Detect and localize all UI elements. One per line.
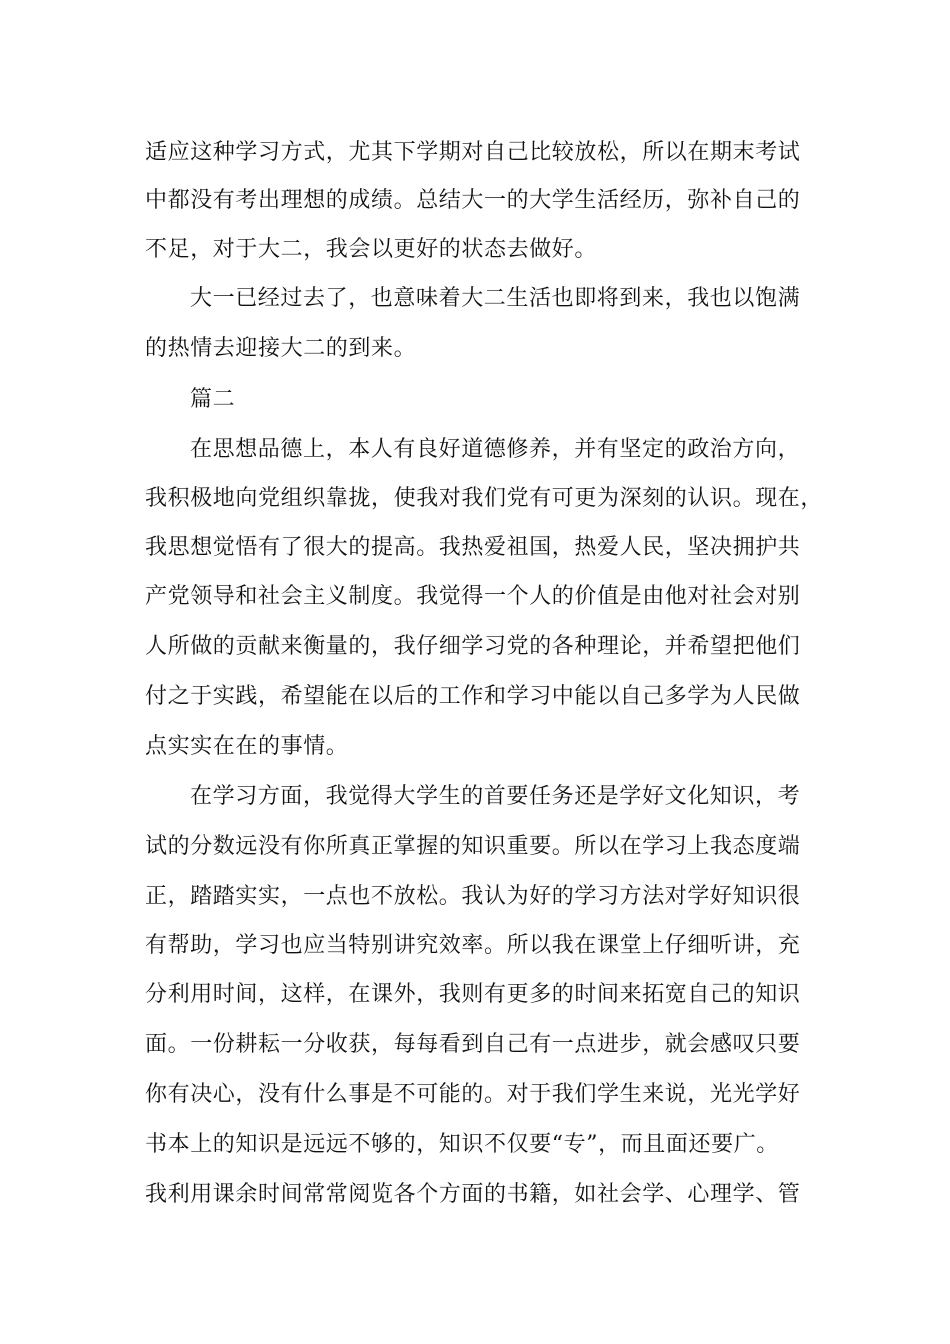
text-line: 面。一份耕耘一分收获，每每看到自己有一点进步，就会感叹只要 [145, 1032, 801, 1057]
text-line: 不足，对于大二，我会以更好的状态去做好。 [145, 237, 598, 262]
text-line: 分利用时间，这样，在课外，我则有更多的时间来拓宽自己的知识 [145, 982, 801, 1007]
text-line: 我利用课余时间常常阅览各个方面的书籍，如社会学、心理学、管 [145, 1182, 801, 1207]
paragraph-first-line: 大一已经过去了，也意味着大二生活也即将到来，我也以饱满 [190, 286, 801, 311]
text-line: 你有决心，没有什么事是不可能的。对于我们学生来说，光光学好 [145, 1082, 801, 1107]
text-line: 我思想觉悟有了很大的提高。我热爱祖国，热爱人民，坚决拥护共 [145, 535, 801, 560]
text-line: 的热情去迎接大二的到来。 [145, 336, 417, 361]
paragraph-first-line: 在学习方面，我觉得大学生的首要任务还是学好文化知识，考 [190, 784, 801, 809]
text-line: 人所做的贡献来衡量的，我仔细学习党的各种理论，并希望把他们 [145, 634, 801, 659]
text-line: 书本上的知识是远远不够的，知识不仅要“专”，而且面还要广。 [145, 1132, 779, 1157]
text-line: 点实实在在的事情。 [145, 734, 349, 759]
text-line: 适应这种学习方式，尤其下学期对自己比较放松，所以在期末考试 [145, 140, 801, 165]
text-line: 产党领导和社会主义制度。我觉得一个人的价值是由他对社会对别 [145, 584, 801, 609]
paragraph-first-line: 在思想品德上，本人有良好道德修养，并有坚定的政治方向， [190, 437, 801, 462]
text-line: 付之于实践，希望能在以后的工作和学习中能以自己多学为人民做 [145, 684, 801, 709]
text-line: 我积极地向党组织靠拢，使我对我们党有可更为深刻的认识。现在， [145, 486, 824, 511]
text-line: 有帮助，学习也应当特别讲究效率。所以我在课堂上仔细听讲，充 [145, 933, 801, 958]
text-line: 正，踏踏实实，一点也不放松。我认为好的学习方法对学好知识很 [145, 884, 801, 909]
section-heading: 篇二 [190, 387, 236, 412]
text-line: 试的分数远没有你所真正掌握的知识重要。所以在学习上我态度端 [145, 834, 801, 859]
text-line: 中都没有考出理想的成绩。总结大一的大学生活经历，弥补自己的 [145, 188, 801, 213]
